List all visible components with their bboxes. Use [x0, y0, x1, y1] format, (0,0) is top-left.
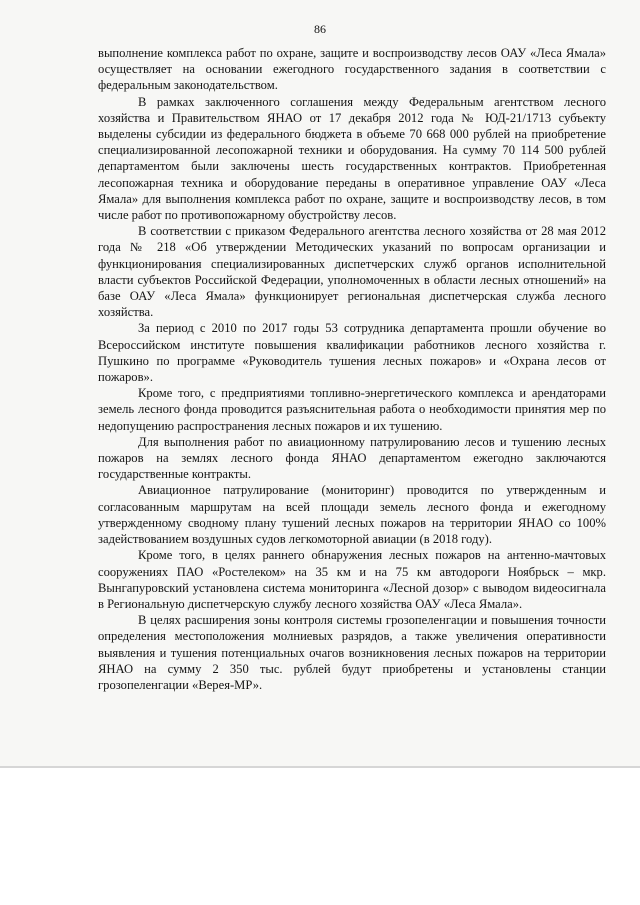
- paragraph-4: За период с 2010 по 2017 годы 53 сотрудника департамента прошли обучение во Всероссийском институте повышения квалификации работников лесного хозяйства г. Пушкино по программе «Руководитель тушения лесных пожаров» и «Охрана лесов от пожаров».: [98, 321, 606, 385]
- paragraph-8: Кроме того, в целях раннего обнаружения лесных пожаров на антенно-мачтовых сооружениях ПАО «Ростелеком» на 35 км и на 75 км автодороги Ноябрьск – мкр. Вынгапуровский установлена система мониторинга «Лесной дозор» с выводом видеосигнала в Региональную диспетчерскую службу лесного хозяйства ОАУ «Леса Ямала».: [98, 548, 606, 611]
- paragraph-9: В целях расширения зоны контроля системы грозопеленгации и повышения точности определения местоположения молниевых разрядов, а также увеличения оперативности выявления и тушения потенциальных очагов возникновения лесных пожаров на территории ЯНАО на сумму 2 350 тыс. рублей будут приобретены и установлены станции грозопеленгации «Верея-МР».: [98, 613, 606, 692]
- paragraph-1: выполнение комплекса работ по охране, защите и воспроизводству лесов ОАУ «Леса Ямала» осуществляет на основании ежегодного государственного задания в соответствии с федеральным законодательством.: [98, 46, 606, 93]
- paragraph-6: Для выполнения работ по авиационному патрулированию лесов и тушению лесных пожаров на землях лесного фонда ЯНАО департаментом ежегодно заключаются государственные контракты.: [98, 434, 606, 482]
- body-text: [98, 45, 606, 693]
- paragraph-3: В соответствии с приказом Федерального агентства лесного хозяйства от 28 мая 2012 года № 218 «Об утверждении Методических указаний по вопросам организации и функционирования специализированных диспетчерских служб органов исполнительной власти субъектов Российской Федерации, уполномоченных в области лесных отношений» на базе ОАУ «Леса Ямала» функционирует региональная диспетчерская служба лесного хозяйства.: [98, 224, 606, 320]
- paragraph-2: В рамках заключенного соглашения между Федеральным агентством лесного хозяйства и Правительством ЯНАО от 17 декабря 2012 года № ЮД-21/1713 субъекту выделены субсидии из федерального бюджета в объеме 70 668 000 рублей на приобретение специализированной лесопожарной техники и оборудования. На сумму 70 114 500 рублей департаментом были заключены шесть государственных контрактов. Приобретенная лесопожарная техника и оборудование переданы в оперативное управление ОАУ «Леса Ямала» для выполнения комплекса работ по охране, защите и воспроизводству лесов, в том числе работ по противопожарному обустройству лесов.: [98, 94, 606, 223]
- paragraph-7: Авиационное патрулирование (мониторинг) проводится по утвержденным и согласованным маршрутам на всей площади земель лесного фонда и ежегодному утвержденному сводному плану тушений лесных пожаров на территории ЯНАО со 100% задействованием воздушных судов легкомоторной авиации (в 2018 году).: [98, 483, 606, 547]
- scan-edge-divider: [0, 766, 640, 768]
- paragraph-5: Кроме того, с предприятиями топливно-энергетического комплекса и арендаторами земель лесного фонда проводится разъяснительная работа о необходимости принятия мер по недопущению распространения лесных пожаров и их тушению.: [98, 386, 606, 433]
- page-number: 86: [314, 22, 326, 36]
